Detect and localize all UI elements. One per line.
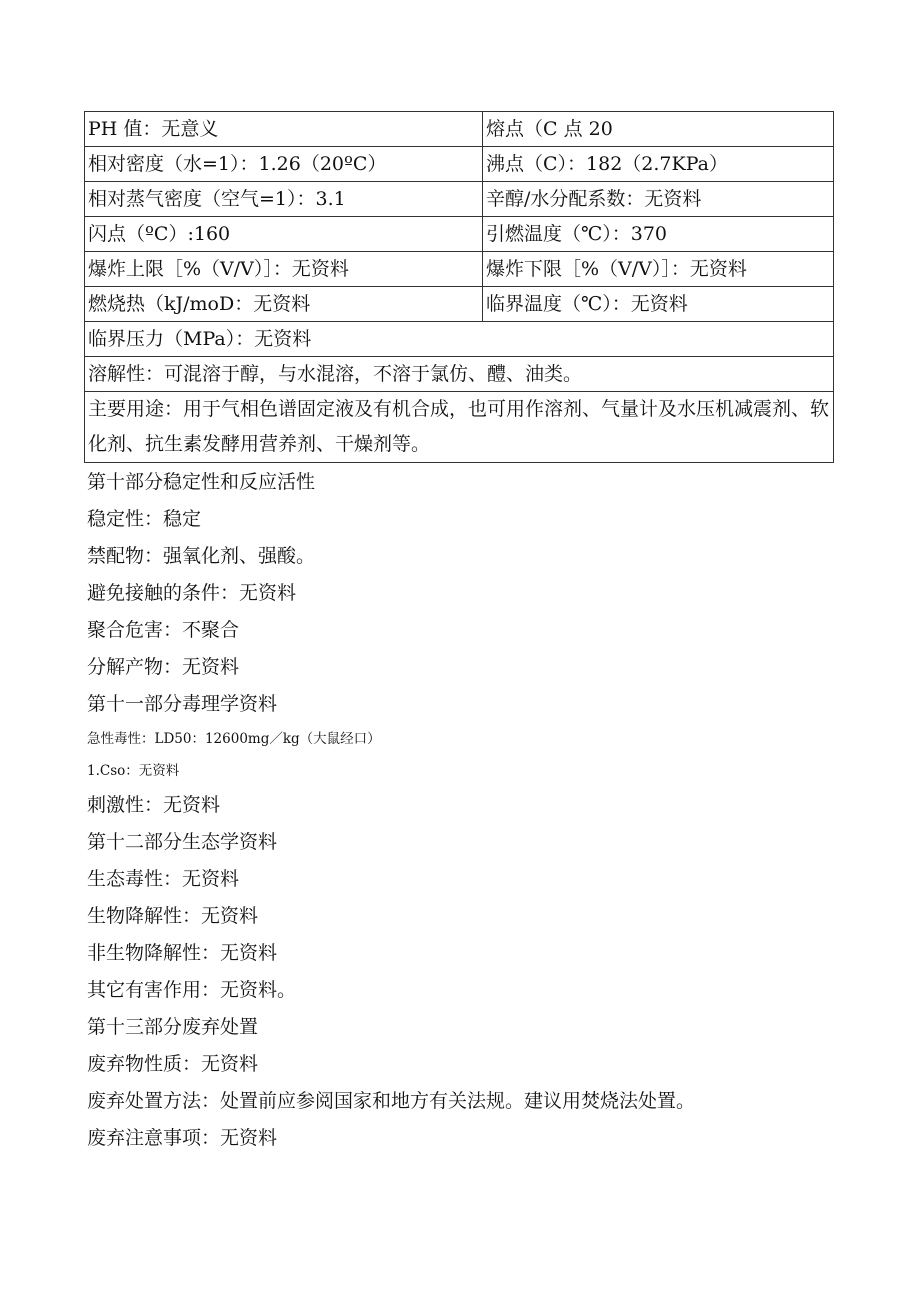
table-row <box>85 182 834 217</box>
ph-value-cell: PH 值：无意义 <box>85 112 483 147</box>
critical-temperature-cell: 临界温度（℃）：无资料 <box>483 287 834 322</box>
heat-of-combustion-cell: 燃烧热（kJ/moD：无资料 <box>85 287 483 322</box>
section-13-heading: 第十三部分废弃处置 <box>87 1016 259 1038</box>
polymerization-line: 聚合危害：不聚合 <box>87 619 240 641</box>
table-row <box>85 147 834 182</box>
section-12-heading: 第十二部分生态学资料 <box>87 831 278 853</box>
section-11-heading: 第十一部分毒理学资料 <box>87 693 278 715</box>
vapor-density-cell: 相对蒸气密度（空气=1）：3.1 <box>85 182 483 217</box>
document-body <box>87 464 847 1157</box>
table-row <box>85 287 834 322</box>
disposal-method-line: 废弃处置方法：处置前应参阅国家和地方有关法规。建议用焚烧法处置。 <box>87 1090 696 1112</box>
lower-explosive-limit-cell: 爆炸下限［%（V/V）］：无资料 <box>483 252 834 287</box>
table-row <box>85 112 834 147</box>
irritation-line: 刺激性：无资料 <box>87 794 221 816</box>
table-row <box>85 252 834 287</box>
critical-pressure-cell: 临界压力（MPa）：无资料 <box>85 322 834 357</box>
other-effects-line: 其它有害作用：无资料。 <box>87 979 297 1001</box>
table-row <box>85 392 834 463</box>
ecotoxicity-line: 生态毒性：无资料 <box>87 868 240 890</box>
melting-point-cell: 熔点（C 点 20 <box>483 112 834 147</box>
flash-point-cell: 闪点（ºC）:160 <box>85 217 483 252</box>
boiling-point-cell: 沸点（C）：182（2.7KPa） <box>483 147 834 182</box>
biodegradability-line: 生物降解性：无资料 <box>87 905 259 927</box>
disposal-notes-line: 废弃注意事项：无资料 <box>87 1127 278 1149</box>
non-biodegradability-line: 非生物降解性：无资料 <box>87 942 278 964</box>
main-use-cell: 主要用途：用于气相色谱固定液及有机合成，也可用作溶剂、气量计及水压机减震剂、软化剂、抗生素发酵用营养剂、干燥剂等。 <box>85 392 834 463</box>
upper-explosive-limit-cell: 爆炸上限［%（V/V）］：无资料 <box>85 252 483 287</box>
solubility-cell: 溶解性：可混溶于醇，与水混溶，不溶于氯仿、醴、油类。 <box>85 357 834 392</box>
relative-density-cell: 相对密度（水=1）：1.26（20ºC） <box>85 147 483 182</box>
table-row <box>85 322 834 357</box>
incompatible-materials-line: 禁配物：强氧化剂、强酸。 <box>87 545 316 567</box>
table-row <box>85 217 834 252</box>
physical-properties-table <box>84 111 834 463</box>
partition-coefficient-cell: 辛醇/水分配系数：无资料 <box>483 182 834 217</box>
avoid-conditions-line: 避免接触的条件：无资料 <box>87 582 297 604</box>
section-10-heading: 第十部分稳定性和反应活性 <box>87 471 316 493</box>
decomposition-products-line: 分解产物：无资料 <box>87 656 240 678</box>
table-row <box>85 357 834 392</box>
stability-line: 稳定性：稳定 <box>87 508 202 530</box>
waste-nature-line: 废弃物性质：无资料 <box>87 1053 259 1075</box>
ignition-temperature-cell: 引燃温度（℃）：370 <box>483 217 834 252</box>
lc50-line: 1.Cso：无资料 <box>87 763 180 779</box>
acute-toxicity-line: 急性毒性：LD50：12600mg／kg（大鼠经口） <box>87 731 381 747</box>
